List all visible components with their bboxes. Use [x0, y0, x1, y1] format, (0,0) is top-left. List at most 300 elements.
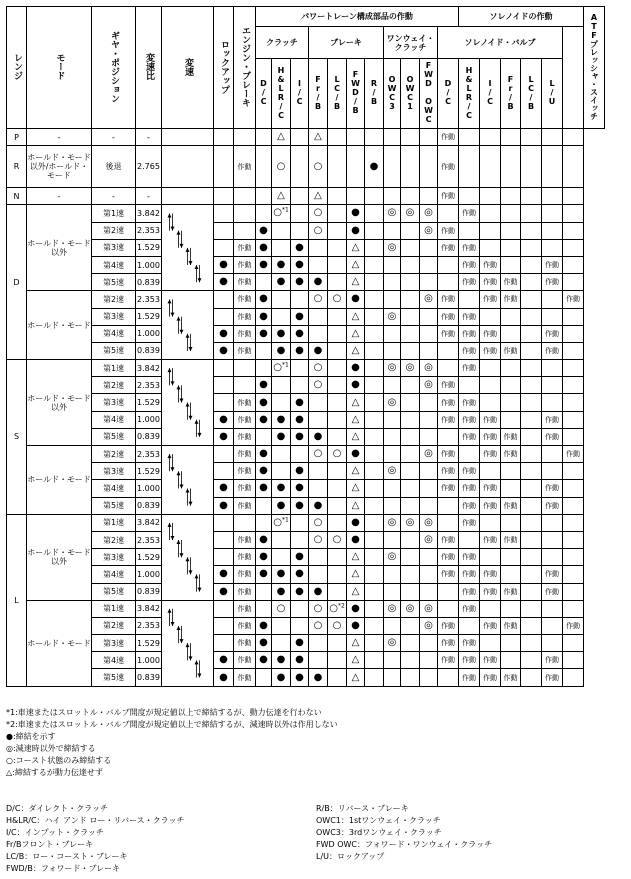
element-cell-0 [256, 205, 272, 222]
element-cell-10: 作動 [438, 222, 459, 239]
element-cell-0 [256, 514, 272, 531]
element-cell-6 [365, 274, 384, 291]
element-cell-15: 作動 [542, 669, 563, 686]
element-cell-2: ● [291, 549, 309, 566]
element-cell-15 [542, 635, 563, 652]
element-cell-8 [401, 566, 420, 583]
range-cell: D [7, 205, 27, 360]
element-cell-7 [384, 146, 401, 188]
element-cell-4 [328, 652, 347, 669]
element-cell-1: △ [272, 129, 291, 146]
atf-cell [563, 652, 584, 669]
gear-cell: 第4速 [92, 480, 136, 497]
table-row [7, 146, 605, 188]
element-cell-2: ● [291, 669, 309, 686]
element-cell-9: ◎ [420, 514, 438, 531]
element-cell-3: ○ [309, 446, 328, 463]
element-cell-2: ● [291, 256, 309, 273]
abbreviation: FWD OWC：フォワード・ワンウェイ・クラッチ [316, 840, 493, 849]
element-cell-5: △ [347, 325, 365, 342]
element-cell-6 [365, 308, 384, 325]
element-cell-5: △ [347, 274, 365, 291]
element-cell-6 [365, 222, 384, 239]
element-cell-11: 作動 [459, 360, 480, 377]
element-cell-11 [459, 129, 480, 146]
element-cell-2: ● [291, 411, 309, 428]
element-cell-10 [438, 256, 459, 273]
element-cell-2: ● [291, 497, 309, 514]
element-cell-0: ● [256, 411, 272, 428]
element-cell-11: 作動 [459, 256, 480, 273]
element-cell-12 [480, 239, 501, 256]
footnote: *1:車速またはスロットル・バルブ開度が規定値以上で締結するが、動力伝達を行わない [6, 708, 322, 717]
lockup-cell: ● [214, 566, 234, 583]
element-cell-7 [384, 129, 401, 146]
element-cell-15: 作動 [542, 652, 563, 669]
element-cell-1: ○$^{*1}$ [272, 514, 291, 531]
abbreviation: L/U：ロックアップ [316, 852, 385, 861]
element-cell-8 [401, 394, 420, 411]
engine-brake-cell: 作動 [234, 239, 256, 256]
atf-cell [563, 129, 584, 146]
element-cell-10: 作動 [438, 188, 459, 205]
table-row [7, 566, 605, 583]
table-row [7, 463, 605, 480]
element-cell-15 [542, 617, 563, 634]
element-cell-8 [401, 463, 420, 480]
element-cell-11: 作動 [459, 583, 480, 600]
element-cell-15: 作動 [542, 480, 563, 497]
element-cell-14 [521, 635, 542, 652]
lockup-cell [214, 239, 234, 256]
element-cell-6 [365, 428, 384, 445]
table-row [7, 274, 605, 291]
element-cell-0: ● [256, 463, 272, 480]
element-cell-0 [256, 428, 272, 445]
element-cell-9 [420, 635, 438, 652]
element-cell-12: 作動 [480, 274, 501, 291]
ratio-cell: 0.839 [136, 342, 162, 359]
element-cell-6 [365, 360, 384, 377]
lockup-cell [214, 205, 234, 222]
element-cell-1 [272, 394, 291, 411]
element-cell-8 [401, 480, 420, 497]
element-cell-11: 作動 [459, 549, 480, 566]
shift-cell [162, 205, 214, 291]
element-cell-3: ○ [309, 617, 328, 634]
gear-cell: 第3速 [92, 239, 136, 256]
element-cell-13 [501, 360, 521, 377]
shift-cell [162, 188, 214, 205]
engine-brake-cell: 作動 [234, 480, 256, 497]
element-cell-12: 作動 [480, 480, 501, 497]
element-cell-11 [459, 146, 480, 188]
gear-cell: 第4速 [92, 325, 136, 342]
element-cell-6 [365, 411, 384, 428]
element-cell-13: 作動 [501, 446, 521, 463]
ratio-cell: 1.529 [136, 463, 162, 480]
element-cell-8 [401, 669, 420, 686]
lockup-cell: ● [214, 669, 234, 686]
element-cell-7 [384, 446, 401, 463]
element-cell-3: ○ [309, 600, 328, 617]
table-row [7, 549, 605, 566]
element-cell-8 [401, 411, 420, 428]
element-cell-13 [501, 146, 521, 188]
element-cell-13 [501, 514, 521, 531]
atf-cell [563, 497, 584, 514]
ratio-cell: 1.529 [136, 549, 162, 566]
element-cell-5: △ [347, 497, 365, 514]
table-row [7, 617, 605, 634]
atf-cell [563, 463, 584, 480]
element-cell-11: 作動 [459, 411, 480, 428]
element-cell-15 [542, 360, 563, 377]
element-cell-10: 作動 [438, 377, 459, 394]
engine-brake-cell: 作動 [234, 617, 256, 634]
element-cell-5: ● [347, 531, 365, 548]
element-cell-2: ● [291, 239, 309, 256]
element-cell-11: 作動 [459, 480, 480, 497]
element-cell-1: ● [272, 342, 291, 359]
element-cell-11: 作動 [459, 428, 480, 445]
element-cell-2 [291, 222, 309, 239]
element-cell-11: 作動 [459, 600, 480, 617]
element-cell-7: ◎ [384, 205, 401, 222]
element-cell-5: △ [347, 549, 365, 566]
engine-brake-cell [234, 188, 256, 205]
engine-brake-cell: 作動 [234, 600, 256, 617]
element-cell-12 [480, 635, 501, 652]
header-col-5: FWD/B [347, 59, 365, 129]
element-cell-15: 作動 [542, 497, 563, 514]
table-row [7, 205, 605, 222]
element-cell-4 [328, 239, 347, 256]
element-cell-14 [521, 480, 542, 497]
element-cell-14 [521, 360, 542, 377]
footnotes [6, 707, 626, 779]
gear-cell: 第4速 [92, 256, 136, 273]
table-row [7, 480, 605, 497]
element-cell-8 [401, 256, 420, 273]
element-cell-13 [501, 222, 521, 239]
element-cell-2: ● [291, 583, 309, 600]
element-cell-3: ● [309, 274, 328, 291]
header-col-6: R/B [365, 59, 384, 129]
element-cell-8 [401, 188, 420, 205]
element-cell-5: △ [347, 308, 365, 325]
element-cell-0: ● [256, 325, 272, 342]
element-cell-15 [542, 446, 563, 463]
element-cell-0: ● [256, 256, 272, 273]
element-cell-10 [438, 205, 459, 222]
element-cell-5: ● [347, 617, 365, 634]
element-cell-5: ● [347, 291, 365, 308]
element-cell-0: ● [256, 617, 272, 634]
abbreviation: Fr/Bフロント・ブレーキ [6, 840, 94, 849]
engine-brake-cell: 作動 [234, 652, 256, 669]
element-cell-9 [420, 411, 438, 428]
element-cell-15 [542, 291, 563, 308]
element-cell-15 [542, 531, 563, 548]
element-cell-15 [542, 239, 563, 256]
element-cell-6 [365, 446, 384, 463]
element-cell-10 [438, 428, 459, 445]
table-row [7, 600, 605, 617]
atf-cell [563, 274, 584, 291]
element-cell-15 [542, 129, 563, 146]
element-cell-15 [542, 146, 563, 188]
element-cell-4 [328, 635, 347, 652]
element-cell-5 [347, 146, 365, 188]
element-cell-12 [480, 188, 501, 205]
element-cell-0 [256, 583, 272, 600]
atf-cell [563, 325, 584, 342]
footnote: ◎:減速時以外で締結する [6, 744, 96, 753]
element-cell-15: 作動 [542, 274, 563, 291]
element-cell-12: 作動 [480, 325, 501, 342]
abbreviation: OWC3：3rdワンウェイ・クラッチ [316, 828, 442, 837]
element-cell-13: 作動 [501, 428, 521, 445]
element-cell-5: ● [347, 205, 365, 222]
element-cell-11 [459, 446, 480, 463]
element-cell-13 [501, 205, 521, 222]
element-cell-9: ◎ [420, 600, 438, 617]
element-cell-8 [401, 549, 420, 566]
element-cell-15: 作動 [542, 411, 563, 428]
abbreviation: H&LR/C：ハイ アンド ロー・リバース・クラッチ [6, 816, 185, 825]
element-cell-8 [401, 325, 420, 342]
element-cell-5: △ [347, 583, 365, 600]
element-cell-0 [256, 274, 272, 291]
gear-cell: 第3速 [92, 394, 136, 411]
footnote: ○:コースト状態のみ締結する [6, 756, 112, 765]
atf-cell [563, 600, 584, 617]
footnote: ●:締結を示す [6, 732, 56, 741]
mode-cell: - [27, 188, 92, 205]
abbreviations-right [316, 803, 492, 863]
element-cell-14 [521, 566, 542, 583]
element-cell-12: 作動 [480, 583, 501, 600]
element-cell-1: ○ [272, 146, 291, 188]
element-cell-7 [384, 411, 401, 428]
element-cell-1: ● [272, 480, 291, 497]
range-cell: L [7, 514, 27, 686]
element-cell-4 [328, 129, 347, 146]
element-cell-9 [420, 463, 438, 480]
element-cell-2 [291, 531, 309, 548]
lockup-cell [214, 617, 234, 634]
element-cell-5: ● [347, 360, 365, 377]
element-cell-2: ● [291, 325, 309, 342]
element-cell-8 [401, 635, 420, 652]
element-cell-9 [420, 325, 438, 342]
element-cell-6 [365, 325, 384, 342]
element-cell-10: 作動 [438, 129, 459, 146]
element-cell-5: △ [347, 669, 365, 686]
ratio-cell: 0.839 [136, 497, 162, 514]
element-cell-13 [501, 480, 521, 497]
element-cell-8 [401, 291, 420, 308]
engine-brake-cell: 作動 [234, 291, 256, 308]
atf-cell [563, 549, 584, 566]
element-cell-12 [480, 377, 501, 394]
shift-cell [162, 129, 214, 146]
atf-cell [563, 222, 584, 239]
element-cell-3 [309, 239, 328, 256]
element-cell-12: 作動 [480, 669, 501, 686]
element-cell-1: ○ [272, 600, 291, 617]
element-cell-3: ○ [309, 531, 328, 548]
table-row [7, 514, 605, 531]
engine-brake-cell [234, 129, 256, 146]
element-cell-3: ○ [309, 514, 328, 531]
element-cell-6 [365, 549, 384, 566]
element-cell-5: △ [347, 480, 365, 497]
header-engine-brake: エンジン・ブレーキ [234, 7, 256, 129]
element-cell-12 [480, 514, 501, 531]
atf-cell [563, 411, 584, 428]
lockup-cell: ● [214, 480, 234, 497]
gear-cell: 第5速 [92, 669, 136, 686]
element-cell-1: ● [272, 583, 291, 600]
mode-cell: ホールド・モード以外 [27, 360, 92, 446]
header-atf: ATFプレッシャ・スイッチ [584, 7, 605, 129]
gear-cell: 第4速 [92, 566, 136, 583]
element-cell-2 [291, 617, 309, 634]
element-cell-11 [459, 291, 480, 308]
element-cell-10: 作動 [438, 549, 459, 566]
element-cell-7 [384, 480, 401, 497]
header-powertrain: パワートレーン構成部品の作動 [256, 7, 459, 27]
element-cell-6 [365, 342, 384, 359]
element-cell-7 [384, 291, 401, 308]
element-cell-2 [291, 291, 309, 308]
element-cell-8 [401, 222, 420, 239]
element-cell-0 [256, 669, 272, 686]
element-cell-10: 作動 [438, 239, 459, 256]
element-cell-4 [328, 669, 347, 686]
engine-brake-cell: 作動 [234, 566, 256, 583]
element-cell-14 [521, 652, 542, 669]
element-cell-12: 作動 [480, 291, 501, 308]
element-cell-13: 作動 [501, 342, 521, 359]
table-row [7, 239, 605, 256]
element-cell-4 [328, 480, 347, 497]
element-cell-2 [291, 600, 309, 617]
element-cell-9 [420, 566, 438, 583]
element-cell-11 [459, 377, 480, 394]
lockup-cell [214, 308, 234, 325]
atf-cell [563, 583, 584, 600]
element-cell-15 [542, 308, 563, 325]
ratio-cell: 3.842 [136, 360, 162, 377]
element-cell-0 [256, 360, 272, 377]
element-cell-9 [420, 188, 438, 205]
gear-cell: 第5速 [92, 428, 136, 445]
element-cell-8 [401, 652, 420, 669]
element-cell-1: ● [272, 497, 291, 514]
abbreviation: D/C：ダイレクト・クラッチ [6, 804, 108, 813]
element-cell-0: ● [256, 652, 272, 669]
element-cell-5: △ [347, 566, 365, 583]
ratio-cell: 0.839 [136, 274, 162, 291]
table-row [7, 411, 605, 428]
element-cell-15 [542, 188, 563, 205]
element-cell-15: 作動 [542, 428, 563, 445]
element-cell-8 [401, 497, 420, 514]
table-row [7, 342, 605, 359]
element-cell-7 [384, 256, 401, 273]
element-cell-1 [272, 531, 291, 548]
engine-brake-cell [234, 377, 256, 394]
element-cell-7 [384, 669, 401, 686]
element-cell-4: ○ [328, 617, 347, 634]
element-cell-8 [401, 446, 420, 463]
lockup-cell [214, 188, 234, 205]
element-cell-1 [272, 617, 291, 634]
engine-brake-cell: 作動 [234, 446, 256, 463]
mode-cell: ホールド・モード以外 [27, 514, 92, 600]
element-cell-3 [309, 411, 328, 428]
header-lockup: ロックアップ [214, 7, 234, 129]
element-cell-9 [420, 239, 438, 256]
atf-cell [563, 205, 584, 222]
element-cell-14 [521, 342, 542, 359]
element-cell-13 [501, 377, 521, 394]
table-row [7, 222, 605, 239]
element-cell-11: 作動 [459, 669, 480, 686]
element-cell-0: ● [256, 308, 272, 325]
element-cell-9 [420, 497, 438, 514]
atf-cell: 作動 [563, 617, 584, 634]
element-cell-13 [501, 652, 521, 669]
element-cell-5: △ [347, 652, 365, 669]
element-cell-14 [521, 222, 542, 239]
ratio-cell: 2.353 [136, 531, 162, 548]
element-cell-14 [521, 428, 542, 445]
ratio-cell: 1.529 [136, 635, 162, 652]
element-cell-6 [365, 480, 384, 497]
element-cell-10 [438, 583, 459, 600]
table-row [7, 583, 605, 600]
element-cell-10: 作動 [438, 308, 459, 325]
engine-brake-cell: 作動 [234, 274, 256, 291]
element-cell-5: ● [347, 514, 365, 531]
element-cell-15: 作動 [542, 325, 563, 342]
table-row [7, 377, 605, 394]
element-cell-14 [521, 129, 542, 146]
element-cell-3 [309, 566, 328, 583]
element-cell-6 [365, 600, 384, 617]
engine-brake-cell: 作動 [234, 256, 256, 273]
element-cell-6 [365, 531, 384, 548]
header-col-3: Fr/B [309, 59, 328, 129]
element-cell-7: ◎ [384, 360, 401, 377]
atf-cell [563, 635, 584, 652]
element-cell-12: 作動 [480, 652, 501, 669]
element-cell-5: △ [347, 342, 365, 359]
element-cell-14 [521, 274, 542, 291]
element-cell-6 [365, 188, 384, 205]
element-cell-3: ○ [309, 205, 328, 222]
gear-cell: 第3速 [92, 463, 136, 480]
element-cell-13 [501, 566, 521, 583]
element-cell-10: 作動 [438, 566, 459, 583]
element-cell-2 [291, 188, 309, 205]
element-cell-14 [521, 146, 542, 188]
element-cell-11 [459, 222, 480, 239]
